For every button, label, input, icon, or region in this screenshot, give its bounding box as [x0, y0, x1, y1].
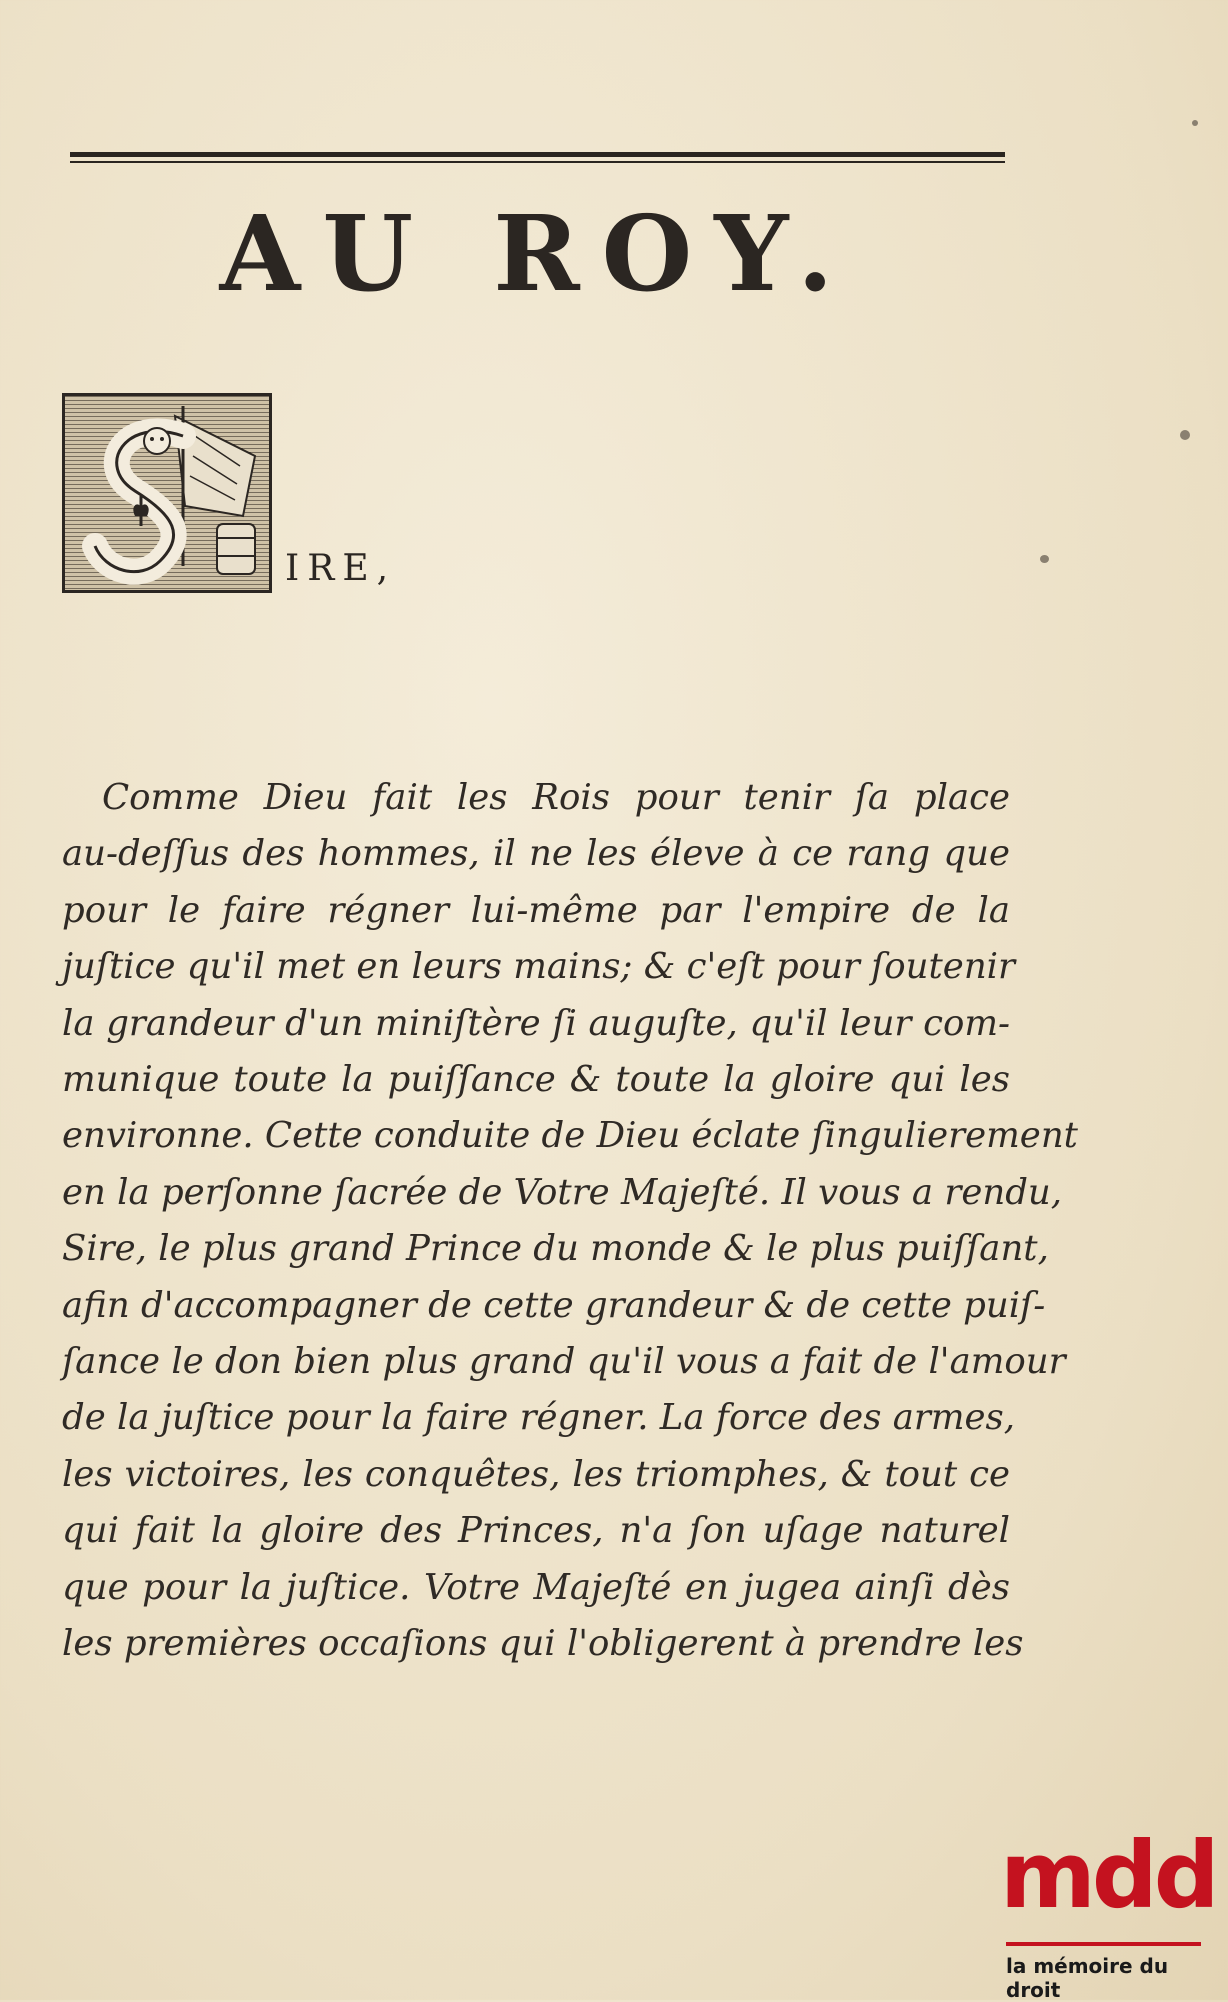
text-line: de la juſtice pour la faire régner. La force des armes,: [62, 1397, 1016, 1439]
paper-speck: [1192, 120, 1198, 126]
watermark-mark: mdd: [1000, 1822, 1216, 1929]
text-line: au-deſſus des hommes, il ne les éleve à ce rang que: [62, 833, 1010, 875]
text-line: juſtice qu'il met en leurs mains; & c'eſt pour ſoutenir: [62, 946, 1016, 988]
text-line: qui fait la gloire des Princes, n'a ſon uſage naturel: [62, 1510, 1010, 1552]
text-line: les premières occaſions qui l'obligerent à prendre les: [62, 1623, 1024, 1665]
header-rule-thick: [70, 152, 1005, 157]
text-line: que pour la juſtice. Votre Majeſté en jugea ainſi dès: [62, 1566, 1010, 1608]
text-line: Comme Dieu fait les Rois pour tenir ſa place: [102, 777, 1010, 818]
header-rule-thin: [70, 161, 1005, 163]
text-line: en la perſonne ſacrée de Votre Majeſté. Il vous a rendu,: [62, 1171, 1063, 1213]
body-paragraph: [62, 770, 1078, 1673]
text-line: afin d'accompagner de cette grandeur & de cette puiſ-: [62, 1284, 1046, 1326]
ornament-illustration-icon: [65, 396, 269, 590]
watermark-divider: [1006, 1942, 1201, 1946]
text-line: la grandeur d'un miniſtère ſi auguſte, qu'il leur com-: [62, 1002, 1010, 1044]
text-line: les victoires, les conquêtes, les triomphes, & tout ce: [62, 1453, 1010, 1495]
paper-speck: [1180, 430, 1190, 440]
text-line: ſance le don bien plus grand qu'il vous a fait de l'amour: [62, 1341, 1066, 1383]
text-line: environne. Cette conduite de Dieu éclate ſingulierement: [62, 1115, 1078, 1157]
watermark-caption: la mémoire du droit: [1006, 1954, 1169, 2002]
text-line: pour le faire régner lui-même par l'empire de la: [62, 889, 1010, 931]
ornamental-initial: [62, 393, 272, 593]
text-line: Sire, le plus grand Prince du monde & le plus puiſſant,: [62, 1228, 1049, 1270]
salutation-text: IRE,: [285, 548, 397, 589]
page-title: AU ROY.: [219, 192, 856, 315]
text-line: munique toute la puiſſance & toute la gloire qui les: [62, 1059, 1010, 1101]
paper-speck: [1040, 555, 1049, 563]
watermark-logo: [1000, 1822, 1216, 2002]
